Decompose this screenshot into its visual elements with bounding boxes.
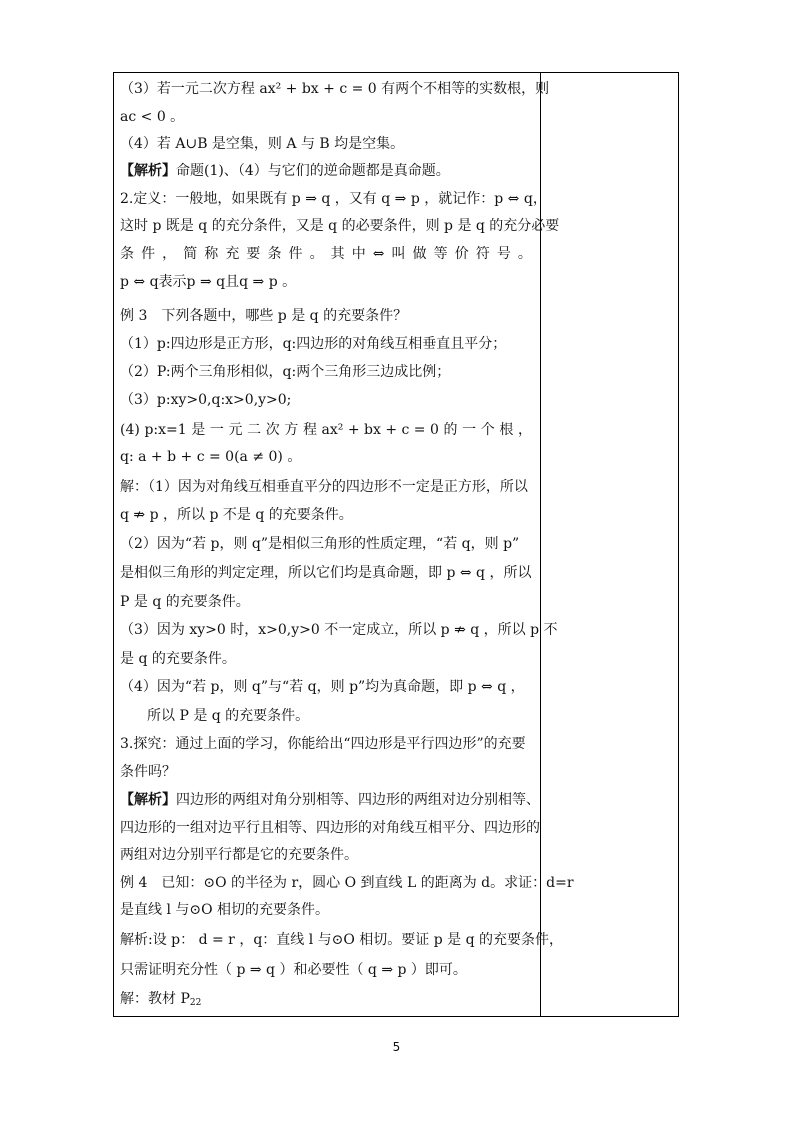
justified-word: 程	[302, 422, 317, 438]
text-line	[120, 990, 201, 1012]
justified-word: 。	[517, 246, 532, 262]
notes-column	[541, 73, 678, 1016]
justified-word: 等	[433, 246, 448, 262]
justified-word: 一	[462, 422, 477, 438]
content-table	[113, 72, 679, 1017]
justified-word: (4)	[120, 422, 140, 438]
main-column	[114, 73, 574, 1016]
text-line: （4）因为“若 p，则 q”与“若 q，则 p”均为真命题，即 p ⇔ q ，	[120, 679, 525, 695]
analysis-text: 四边形的两组对角分别相等、四边形的两组对边分别相等、	[176, 792, 540, 808]
text-line: 2.定义：一般地，如果既有 p ⇒ q ，又有 q ⇒ p ，就记作：p ⇔ q，	[120, 191, 547, 207]
justified-line	[120, 245, 532, 263]
justified-word: 称	[204, 246, 219, 262]
justified-word: ⇔	[372, 246, 385, 262]
justified-word: ax² + bx + c = 0	[321, 422, 439, 438]
justified-word: 个	[480, 422, 495, 438]
justified-word: 要	[246, 246, 261, 262]
justified-word: 条	[120, 246, 134, 262]
analysis-heading: 【解析】	[120, 163, 176, 179]
justified-word: 方	[284, 422, 299, 438]
analysis-text: 命题(1)、（4）与它们的逆命题都是真命题。	[176, 163, 450, 179]
analysis-heading: 【解析】	[120, 792, 176, 808]
justified-word: 次	[265, 422, 280, 438]
page-subscript: 22	[189, 998, 202, 1008]
text-line: 例 3 下列各题中，哪些 p 是 q 的充要条件？	[120, 308, 408, 324]
text-line: q: a + b + c = 0(a ≠ 0) 。	[120, 449, 302, 465]
text-line: 这时 p 既是 q 的充分条件，又是 q 的必要条件，则 p 是 q 的充分必要	[120, 218, 560, 234]
justified-word: 件	[141, 246, 156, 262]
text-line: （3）因为 xy>0 时，x>0,y>0 不一定成立，所以 p ⇏ q ，所以 p 不	[120, 622, 558, 638]
justified-word: 根	[499, 422, 514, 438]
text-line: 条件吗？	[120, 764, 176, 780]
page-number: 5	[392, 1040, 401, 1054]
text-line: 解析:设 p： d = r ，q：直线 l 与⊙O 相切。要证 p 是 q 的充要条件，	[120, 932, 564, 948]
text-line: 只需证明充分性（ p ⇒ q ）和必要性（ q ⇒ p ）即可。	[120, 962, 467, 978]
text-line: ac < 0 。	[120, 109, 185, 125]
text-line: （2）因为“若 p，则 q”是相似三角形的性质定理，“若 q，则 p”	[120, 536, 520, 552]
text-line: q ⇏ p ，所以 p 不是 q 的充要条件。	[120, 507, 353, 523]
justified-word: ，	[162, 246, 177, 262]
solution-text: 解：教材 P	[120, 991, 190, 1007]
justified-line	[120, 421, 532, 439]
justified-word: ，	[517, 422, 532, 438]
text-line: 四边形的一组对边平行且相等、四边形的对角线互相平分、四边形的	[120, 820, 540, 836]
text-line: 两组对边分别平行都是它的充要条件。	[120, 847, 358, 863]
justified-word: 号	[496, 246, 511, 262]
text-line: 是 q 的充要条件。	[120, 651, 236, 667]
text-line: 是相似三角形的判定定理，所以它们均是真命题，即 p ⇔ q ，所以	[120, 565, 532, 581]
text-line: （2）P:两个三角形相似，q:两个三角形三边成比例；	[120, 364, 451, 380]
justified-word: 价	[454, 246, 469, 262]
justified-word: 中	[351, 246, 366, 262]
text-line: 例 4 已知：⊙O 的半径为 r，圆心 O 到直线 L 的距离为 d。求证：d=r	[120, 875, 574, 891]
justified-word: 其	[330, 246, 345, 262]
justified-word: 的	[443, 422, 458, 438]
justified-word: 条	[267, 246, 282, 262]
text-line: 所以 P 是 q 的充要条件。	[147, 708, 310, 724]
text-line: （3）p:xy>0,q:x>0,y>0;	[120, 392, 292, 408]
text-line: 是直线 l 与⊙O 相切的充要条件。	[120, 902, 330, 918]
justified-word: 一	[209, 422, 224, 438]
justified-word: 二	[247, 422, 262, 438]
justified-word: p:x=1	[144, 422, 187, 438]
text-line	[120, 791, 540, 809]
justified-word: 。	[309, 246, 324, 262]
text-line: p ⇔ q表示p ⇒ q且q ⇒ p 。	[120, 274, 297, 290]
text-line	[120, 162, 450, 180]
justified-word: 件	[288, 246, 303, 262]
justified-word: 元	[228, 422, 243, 438]
text-line: （4）若 A∪B 是空集，则 A 与 B 均是空集。	[120, 136, 405, 152]
justified-word: 做	[412, 246, 427, 262]
text-line: 3.探究：通过上面的学习，你能给出“四边形是平行四边形”的充要	[120, 736, 526, 752]
justified-word: 叫	[391, 246, 406, 262]
text-line: （1）p:四边形是正方形，q:四边形的对角线互相垂直且平分；	[120, 336, 507, 352]
justified-word: 符	[475, 246, 490, 262]
justified-word: 是	[191, 422, 206, 438]
justified-word: 简	[183, 246, 198, 262]
justified-word: 充	[225, 246, 240, 262]
text-line: （3）若一元二次方程 ax² + bx + c = 0 有两个不相等的实数根，则	[120, 81, 550, 97]
text-line: P 是 q 的充要条件。	[120, 594, 250, 610]
text-line: 解：（1）因为对角线互相垂直平分的四边形不一定是正方形，所以	[120, 479, 528, 495]
